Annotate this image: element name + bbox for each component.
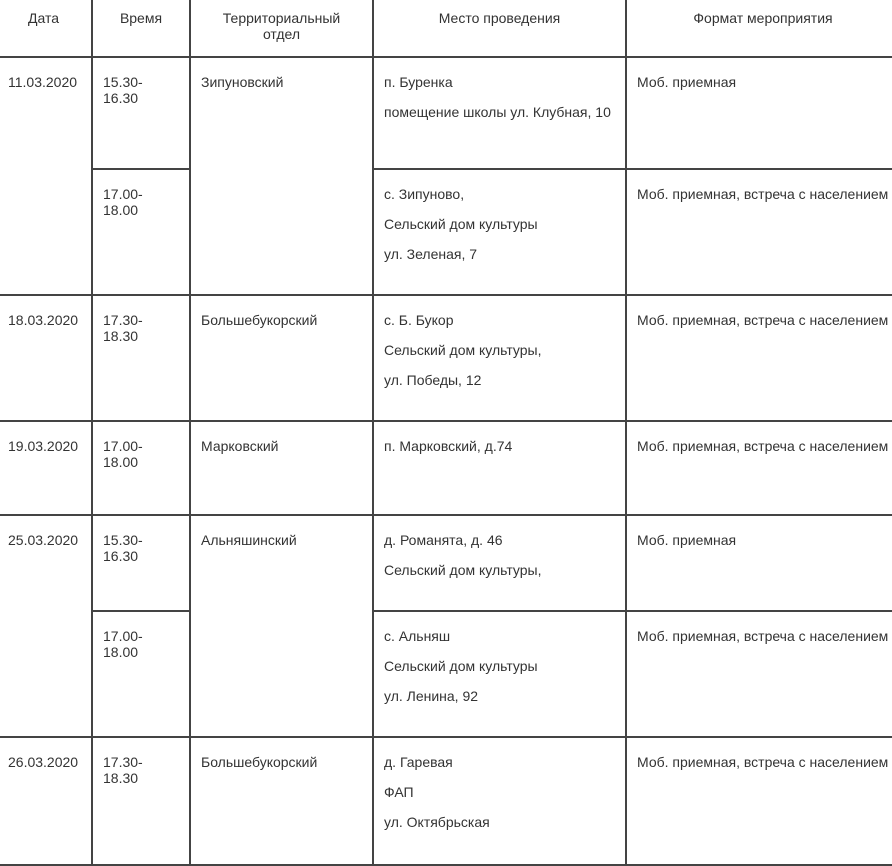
table-row xyxy=(0,737,892,865)
time-cell: 15.30- 16.30 xyxy=(92,57,190,169)
place-line: с. Альняш xyxy=(384,628,451,644)
place-line: Сельский дом культуры xyxy=(384,216,538,232)
header-date: Дата xyxy=(0,0,92,57)
date-cell: 18.03.2020 xyxy=(0,295,92,421)
place-cell xyxy=(373,295,626,421)
place-line: п. Марковский, д.74 xyxy=(384,438,513,454)
place-line: помещение школы ул. Клубная, 10 xyxy=(384,104,611,120)
place-line: с. Зипуново, xyxy=(384,186,465,202)
department-cell: Большебукорский xyxy=(190,737,373,865)
format-cell: Моб. приемная xyxy=(626,515,892,611)
department-cell: Большебукорский xyxy=(190,295,373,421)
date-cell: 19.03.2020 xyxy=(0,421,92,515)
place-line: ул. Ленина, 92 xyxy=(384,688,479,704)
format-cell: Моб. приемная, встреча с населением xyxy=(626,611,892,737)
header-dept xyxy=(190,0,373,57)
place-cell xyxy=(373,611,626,737)
time-cell: 17.30- 18.30 xyxy=(92,737,190,865)
time-cell: 15.30- 16.30 xyxy=(92,515,190,611)
place-cell xyxy=(373,737,626,865)
place-line: Сельский дом культуры, xyxy=(384,342,542,358)
place-cell xyxy=(373,57,626,169)
date-cell: 25.03.2020 xyxy=(0,515,92,737)
place-cell xyxy=(373,421,626,515)
place-line: п. Буренка xyxy=(384,74,453,90)
department-cell: Марковский xyxy=(190,421,373,515)
place-line: ул. Октябрьская xyxy=(384,814,490,830)
format-cell: Моб. приемная, встреча с населением xyxy=(626,169,892,295)
table-row xyxy=(0,515,892,611)
place-line: Сельский дом культуры xyxy=(384,658,538,674)
format-cell: Моб. приемная, встреча с населением xyxy=(626,421,892,515)
header-dept-label: Территориальный отдел xyxy=(222,10,341,42)
table-row xyxy=(0,295,892,421)
table-row xyxy=(0,421,892,515)
department-cell: Зипуновский xyxy=(190,57,373,295)
place-line: д. Гаревая xyxy=(384,754,453,770)
place-line: ФАП xyxy=(384,784,414,800)
time-cell: 17.00- 18.00 xyxy=(92,421,190,515)
format-cell: Моб. приемная xyxy=(626,57,892,169)
date-cell: 26.03.2020 xyxy=(0,737,92,865)
place-cell xyxy=(373,169,626,295)
format-cell: Моб. приемная, встреча с населением xyxy=(626,737,892,865)
header-place: Место проведения xyxy=(373,0,626,57)
date-cell: 11.03.2020 xyxy=(0,57,92,295)
table-row xyxy=(0,169,892,295)
place-line: Сельский дом культуры, xyxy=(384,562,542,578)
place-line: ул. Зеленая, 7 xyxy=(384,246,478,262)
header-time: Время xyxy=(92,0,190,57)
table-row xyxy=(0,57,892,169)
place-cell xyxy=(373,515,626,611)
place-line: д. Романята, д. 46 xyxy=(384,532,503,548)
time-cell: 17.30- 18.30 xyxy=(92,295,190,421)
format-cell: Моб. приемная, встреча с населением xyxy=(626,295,892,421)
department-cell: Альняшинский xyxy=(190,515,373,737)
time-cell: 17.00- 18.00 xyxy=(92,169,190,295)
place-line: с. Б. Букор xyxy=(384,312,454,328)
table-row xyxy=(0,611,892,737)
header-row xyxy=(0,0,892,57)
header-format: Формат мероприятия xyxy=(626,0,892,57)
place-line: ул. Победы, 12 xyxy=(384,372,482,388)
time-cell: 17.00- 18.00 xyxy=(92,611,190,737)
